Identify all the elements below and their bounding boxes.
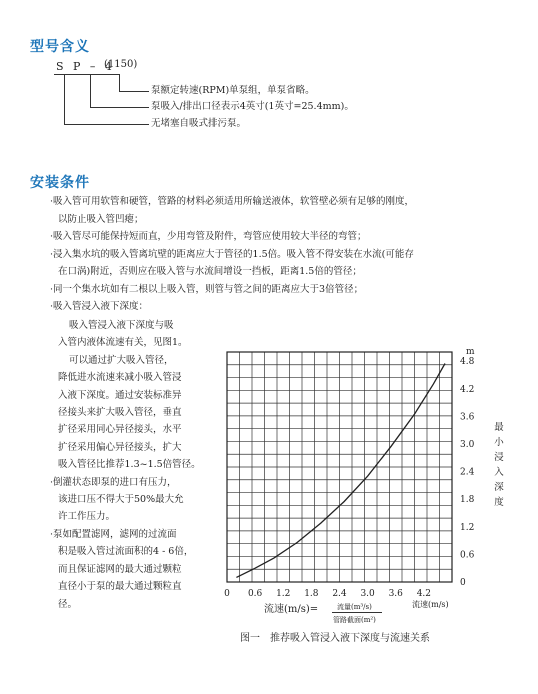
left-line: 直径小于泵的最大通过颗粒直	[58, 581, 182, 593]
install-list	[50, 193, 490, 316]
install-heading: 安装条件	[30, 175, 90, 191]
left-line: 径。	[58, 598, 78, 610]
install-item-4: ·同一个集水坑如有二根以上吸入管，则管与管之间的距离应大于3倍管径；	[50, 283, 364, 295]
x-tick-label: 2.4	[332, 589, 347, 599]
pointer-line-2	[90, 107, 149, 108]
y-unit-label: m	[466, 347, 475, 357]
plot-frame	[227, 352, 452, 582]
y-axis-label: 最小浸入深度	[494, 422, 504, 508]
left-line: 径接头来扩大吸入管径，垂直	[58, 407, 182, 419]
y-tick-label: 4.8	[460, 357, 475, 368]
model-code: S P – 4	[56, 60, 115, 73]
install-left-text	[50, 317, 220, 613]
left-line: 入液下深度。通过安装标准异	[58, 389, 182, 401]
formula-denominator: 管路截面(m²)	[333, 616, 376, 624]
formula-left: 流速(m/s)=	[264, 604, 319, 615]
install-item-2: ·吸入管尽可能保持短而直，少用弯管及附件，弯管应使用较大半径的弯管；	[50, 231, 367, 242]
y-tick-label: 0	[460, 578, 466, 588]
model-explanation-3: 无堵塞自吸式排污泵。	[151, 118, 247, 129]
bracket-line-1	[119, 75, 120, 91]
left-line: 降低进水流速来减小吸入管浸	[58, 372, 182, 384]
y-tick-label: 2.4	[460, 467, 475, 478]
left-line: ·倒灌状态即泵的进口有压力，	[50, 476, 177, 488]
y-tick-label: 3.0	[460, 440, 475, 450]
left-line: 吸入管浸入液下深度与吸	[50, 320, 174, 331]
left-line: ·泵如配置滤网，滤网的过流面	[50, 528, 177, 540]
x-tick-label: 3.0	[360, 589, 375, 599]
x-tick-label: 4.2	[416, 589, 432, 599]
series-line	[236, 364, 445, 578]
model-code-suffix: (1150)	[104, 59, 138, 70]
x-tick-label: 1.8	[304, 589, 319, 599]
formula-fraction-bar	[332, 612, 382, 613]
left-line: 可以通过扩大吸入管径，	[50, 354, 174, 366]
x-tick-label: 3.6	[388, 589, 403, 599]
left-line: 许工作压力。	[58, 511, 116, 523]
left-line: 入管内液体流速有关，见图1。	[58, 337, 188, 349]
left-line: 积是吸入管过流面积的4 - 6倍，	[58, 546, 194, 558]
y-tick-label: 1.8	[460, 495, 475, 506]
formula-numerator: 流量(m³/s)	[337, 603, 372, 611]
install-item-1: ·吸入管可用软管和硬管，管路的材料必须适用所输送液体，软管壁必须有足够的刚度， 以防止吸入管凹瘪；	[50, 196, 415, 225]
chart-caption: 图一 推荐吸入管浸入液下深度与流速关系	[240, 633, 430, 644]
pointer-line-3	[64, 124, 149, 125]
install-item-5: ·吸入管浸入液下深度：	[50, 301, 149, 312]
x-tick-label: 0	[224, 589, 230, 599]
left-line: 而且保证滤网的最大通过颗粒	[58, 563, 182, 575]
install-item-3: ·浸入集水坑的吸入管离坑壁的距离应大于管径的1.5倍。吸入管不得安装在水流(可能存 在口涡)附近，否则应在吸入管与水流间增设一挡板，距离1.5倍的管径；	[50, 248, 414, 277]
model-explanation-1: 泵额定转速(RPM)单泵组，单泵省略。	[151, 85, 315, 96]
x-tick-label: 1.2	[276, 589, 291, 599]
y-tick-label: 4.2	[460, 384, 475, 395]
left-line: 吸入管径比推荐1.3~1.5倍管径。	[58, 459, 201, 471]
x-tick-label: 0.6	[247, 589, 263, 599]
bracket-line-3	[64, 75, 65, 124]
y-tick-label: 0.6	[460, 550, 475, 561]
x-axis-unit-label: 流速(m/s)	[412, 600, 449, 609]
y-tick-label: 1.2	[460, 522, 475, 533]
model-explanation-2: 泵吸入/排出口径表示4英寸(1英寸=25.4mm)。	[151, 101, 354, 112]
left-line: 该进口压不得大于50%最大允	[58, 494, 184, 506]
model-heading: 型号含义	[30, 39, 90, 55]
left-line: 扩径采用偏心异径接头，扩大	[58, 441, 182, 453]
left-line: 扩径采用同心异径接头，水平	[58, 424, 182, 436]
bracket-line-2	[90, 75, 91, 107]
pointer-line-1	[119, 91, 149, 92]
y-tick-label: 3.6	[460, 412, 475, 423]
